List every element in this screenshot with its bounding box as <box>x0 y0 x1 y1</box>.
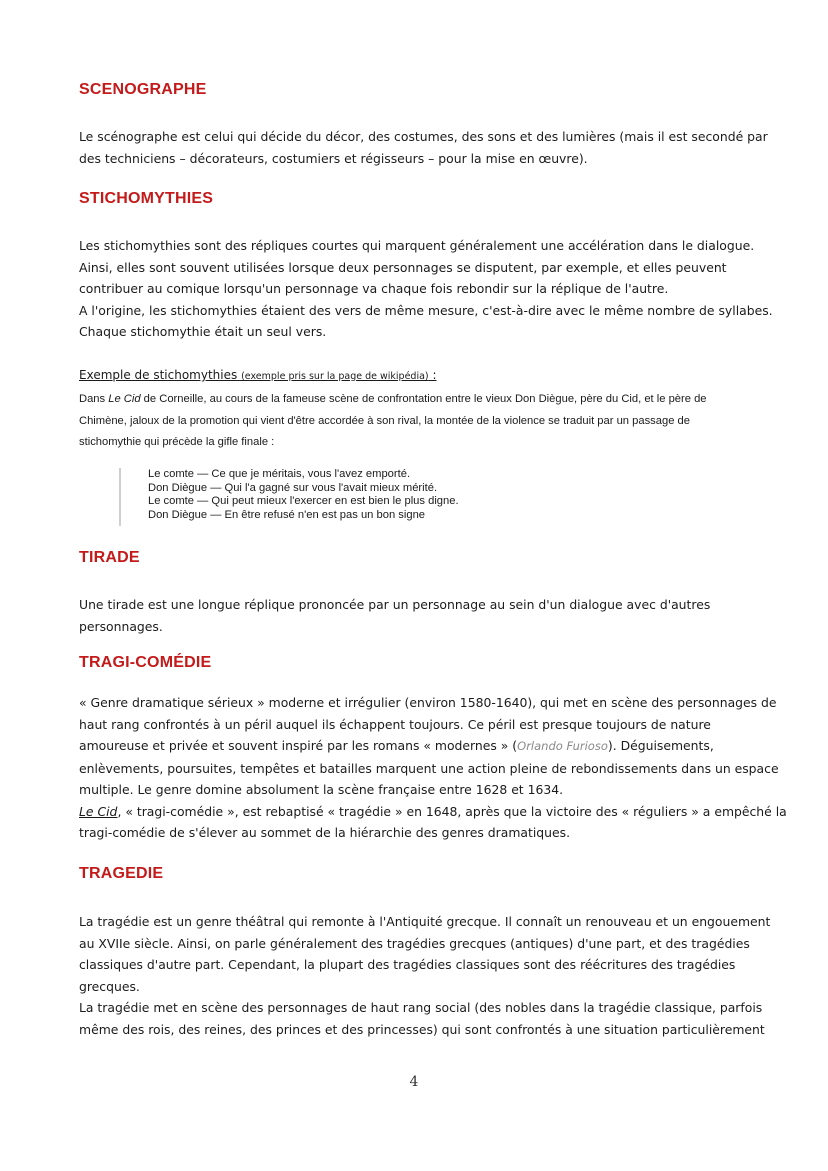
quote-line: Don Diègue — En être refusé n'en est pas un bon signe <box>148 508 426 521</box>
text-line: contribuer au comique lorsqu'un personnage va chaque fois rebondir sur la réplique de l'autre. <box>79 281 669 296</box>
example-title-colon: : <box>428 368 437 382</box>
heading-tragicomedie: TRAGI-COMÉDIE <box>79 654 212 671</box>
text-fragment: , « tragi-comédie », est rebaptisé « tragédie » en 1648, après que la victoire des « réguliers » a empêché la <box>117 803 787 819</box>
text-line: enlèvements, poursuites, tempêtes et batailles marquent une action pleine de rebondissements dans un espace <box>79 760 779 776</box>
paragraph-tirade <box>79 594 751 637</box>
text-line <box>79 735 751 758</box>
text-line: Ainsi, elles sont souvent utilisées lorsque deux personnages se disputent, par exemple, et elles peuvent <box>79 259 727 275</box>
quote-line: Le comte — Ce que je méritais, vous l'avez emporté. <box>148 468 411 480</box>
paragraph-stichomythies <box>79 235 773 343</box>
text-fragment: amoureuse et privée et souvent inspiré par les romans « modernes » ( <box>79 738 518 753</box>
paragraph-tragicomedie <box>79 692 787 844</box>
text-line <box>79 801 787 823</box>
text-line: Chaque stichomythie était un seul vers. <box>79 324 327 339</box>
text-fragment: de Corneille, au cours de la fameuse scène de confrontation entre le vieux Don Diègue, père du Cid, et le père de <box>140 393 707 405</box>
text-line: stichomythie qui précède la gifle finale : <box>79 436 275 448</box>
text-fragment: ). Déguisements, <box>607 738 714 753</box>
work-title: Orlando Furioso <box>517 739 608 753</box>
text-line: haut rang confrontés à un péril auquel ils échappent toujours. Ce péril est presque toujours de nature <box>79 716 711 732</box>
text-line: « Genre dramatique sérieux » moderne et irrégulier (environ 1580-1640), qui met en scène des personnages de <box>79 695 777 710</box>
example-source-note: (exemple pris sur la page de wikipédia) <box>241 371 429 382</box>
stichomythie-quote <box>119 468 569 526</box>
text-line: tragi-comédie de s'élever au sommet de la hiérarchie des genres dramatiques. <box>79 825 571 840</box>
heading-tragedie: TRAGEDIE <box>79 865 164 882</box>
text-line: multiple. Le genre domine absolument la scène française entre 1628 et 1634. <box>79 782 564 797</box>
text-line: Les stichomythies sont des répliques courtes qui marquent généralement une accélération dans le dialogue. <box>79 238 755 253</box>
text-line: La tragédie est un genre théâtral qui remonte à l'Antiquité grecque. Il connaît un renouveau et un engouement <box>79 914 771 929</box>
text-line: Une tirade est une longue réplique prononcée par un personnage au sein d'un dialogue avec d'autres <box>79 597 711 612</box>
text-line <box>79 389 751 411</box>
heading-scenographe: SCENOGRAPHE <box>79 81 207 98</box>
paragraph-tragedie <box>79 911 771 1040</box>
text-line: des techniciens – décorateurs, costumiers et régisseurs – pour la mise en œuvre). <box>79 150 588 166</box>
text-line: personnages. <box>79 618 163 634</box>
heading-stichomythies: STICHOMYTHIES <box>79 190 214 207</box>
text-line: A l'origine, les stichomythies étaient des vers de même mesure, c'est-à-dire avec le même nombre de syllabes. <box>79 302 773 318</box>
page-number: 4 <box>409 1074 419 1090</box>
heading-tirade: TIRADE <box>79 549 140 566</box>
example-title-text: Exemple de stichomythies <box>79 368 238 382</box>
example-intro <box>79 389 751 454</box>
text-line: classiques d'autre part. Cependant, la plupart des tragédies classiques sont des réécritures des tragédies <box>79 957 736 972</box>
text-line: grecques. <box>79 978 140 994</box>
work-title-link[interactable]: Le Cid <box>79 803 118 819</box>
quote-line: Le comte — Qui peut mieux l'exercer en est bien le plus digne. <box>148 495 459 507</box>
text-line: Chimène, jaloux de la promotion qui vient d'être accordée à son rival, la montée de la violence se traduit par un passage de <box>79 414 690 427</box>
text-fragment: Dans <box>79 393 109 405</box>
quote-line: Don Diègue — Qui l'a gagné sur vous l'avait mieux mérité. <box>148 481 438 494</box>
text-line: au XVIIe siècle. Ainsi, on parle généralement des tragédies grecques (antiques) d'une part, et des tragédies <box>79 935 750 951</box>
text-line: même des rois, des reines, des princes et des princesses) qui sont confrontés à une situation particulièrement <box>79 1021 765 1037</box>
example-title <box>79 368 437 382</box>
work-title: Le Cid <box>108 393 141 405</box>
paragraph-scenographe <box>79 126 768 169</box>
text-line: Le scénographe est celui qui décide du décor, des costumes, des sons et des lumières (mais il est secondé par <box>79 129 768 144</box>
text-line: La tragédie met en scène des personnages de haut rang social (des nobles dans la tragédie classique, parfois <box>79 1000 763 1015</box>
